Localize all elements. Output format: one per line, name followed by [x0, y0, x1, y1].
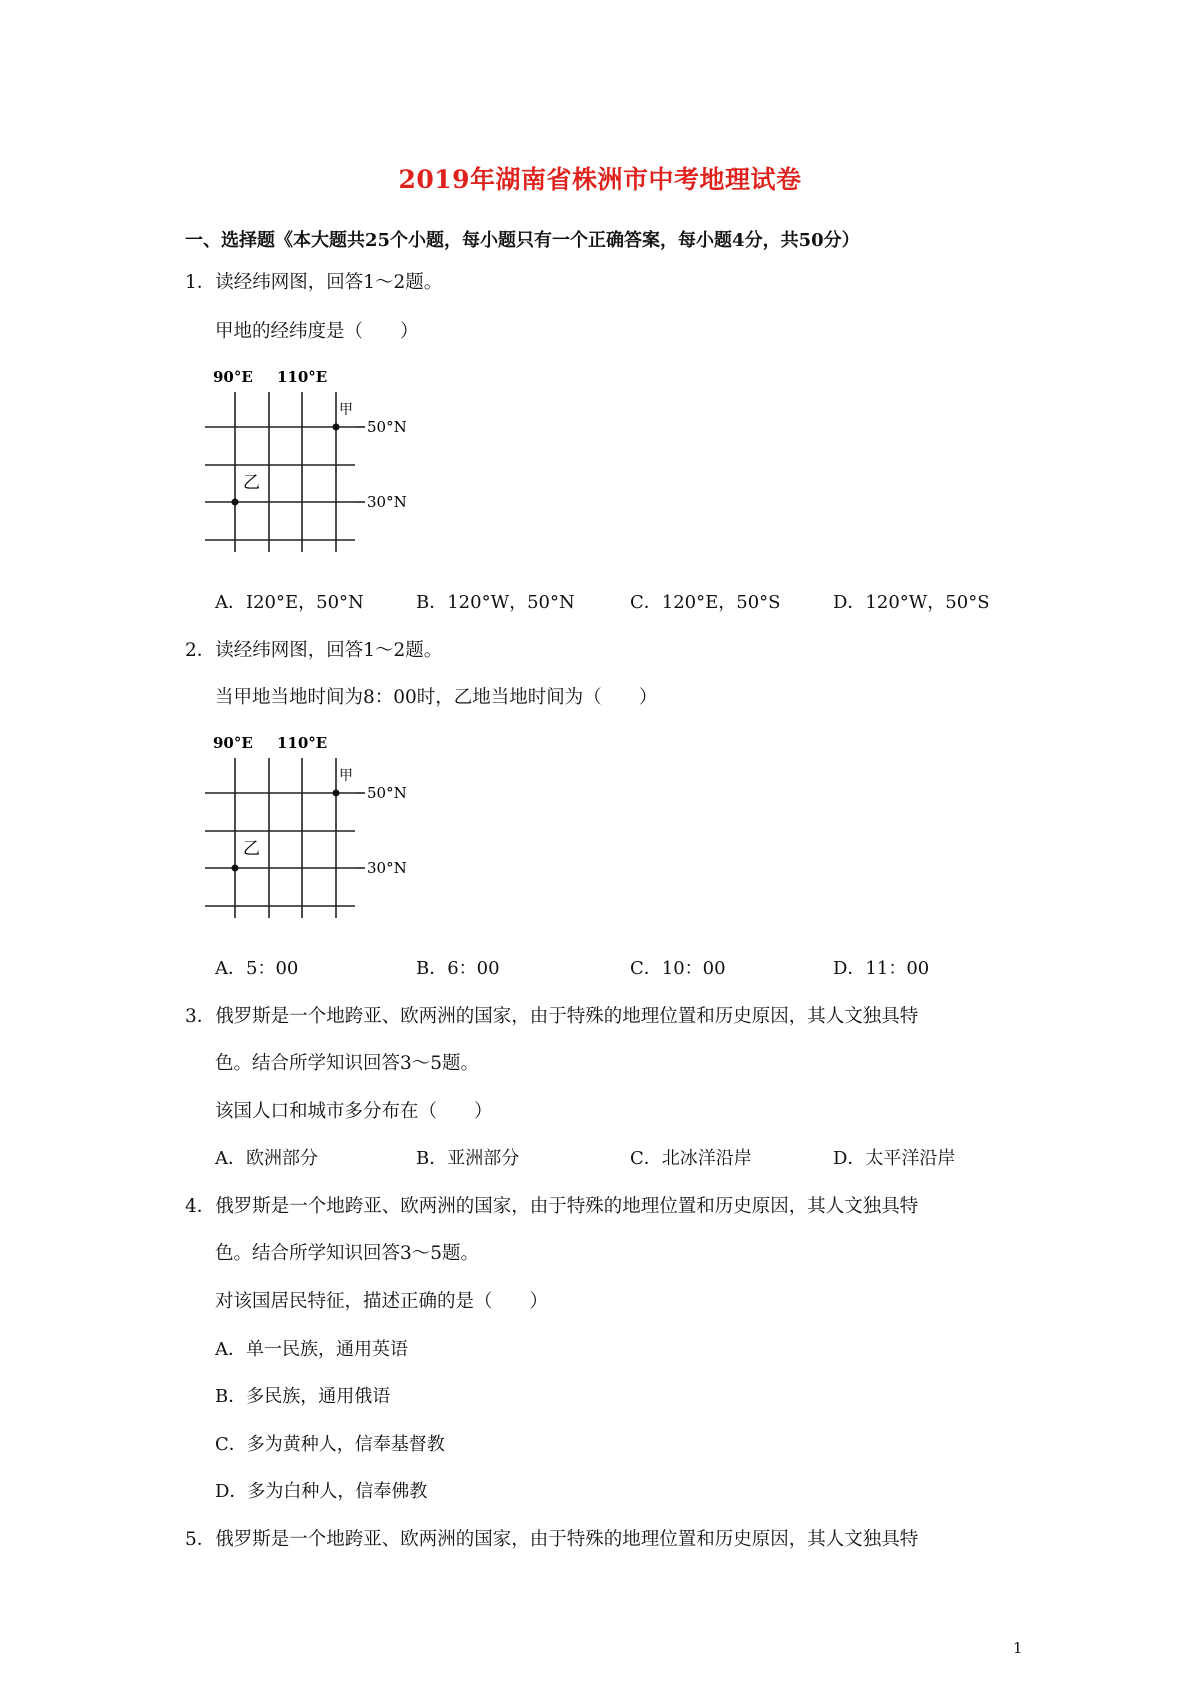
- label-yi: 乙: [243, 839, 260, 859]
- label-yi: 乙: [243, 473, 260, 493]
- q3-option-a: A．欧洲部分: [215, 1148, 318, 1169]
- lat-long-grid-figure-1: [205, 362, 425, 561]
- question-4-prompt: 对该国居民特征，描述正确的是（ ）: [215, 1291, 549, 1312]
- question-2-prompt: 当甲地当地时间为8：00时，乙地当地时间为（ ）: [215, 687, 658, 708]
- question-1-prompt: 甲地的经纬度是（ ）: [215, 321, 419, 342]
- q1-option-d: D．120°W，50°S: [833, 592, 990, 613]
- label-lon-110e: 110°E: [277, 368, 328, 386]
- label-lon-90e: 90°E: [213, 368, 253, 386]
- label-lat-30n: 30°N: [367, 859, 407, 877]
- question-4-stem-line1: 4．俄罗斯是一个地跨亚、欧两洲的国家，由于特殊的地理位置和历史原因，其人文独具特: [185, 1196, 919, 1217]
- label-jia: 甲: [339, 768, 353, 784]
- lat-long-grid-1: [205, 362, 425, 557]
- q3-option-c: C．北冰洋沿岸: [630, 1148, 752, 1169]
- label-jia: 甲: [339, 402, 353, 418]
- point-yi: [232, 499, 239, 506]
- q1-option-c: C．120°E，50°S: [630, 592, 781, 613]
- question-3-prompt: 该国人口和城市多分布在（ ）: [215, 1101, 493, 1122]
- point-jia: [333, 790, 340, 797]
- label-lat-30n: 30°N: [367, 493, 407, 511]
- lat-long-grid-figure-2: [205, 728, 425, 927]
- question-3-stem-line1: 3．俄罗斯是一个地跨亚、欧两洲的国家，由于特殊的地理位置和历史原因，其人文独具特: [185, 1006, 919, 1027]
- question-2-stem: 2．读经纬网图，回答1～2题。: [185, 640, 443, 661]
- q1-option-b: B．120°W，50°N: [416, 592, 575, 613]
- q4-option-d: D．多为白种人，信奉佛教: [215, 1481, 428, 1502]
- section-heading: 一、选择题《本大题共25个小题，每小题只有一个正确答案，每小题4分，共50分）: [185, 230, 860, 251]
- q1-option-a: A．I20°E，50°N: [215, 592, 364, 613]
- q2-option-a: A．5：00: [215, 958, 299, 979]
- label-lon-110e: 110°E: [277, 734, 328, 752]
- q3-option-d: D．太平洋沿岸: [833, 1148, 956, 1169]
- q4-option-c: C．多为黄种人，信奉基督教: [215, 1434, 445, 1455]
- q2-option-b: B．6：00: [416, 958, 500, 979]
- label-lon-90e: 90°E: [213, 734, 253, 752]
- q2-option-d: D．11：00: [833, 958, 930, 979]
- point-yi: [232, 865, 239, 872]
- label-lat-50n: 50°N: [367, 784, 407, 802]
- q2-option-c: C．10：00: [630, 958, 726, 979]
- question-5-stem-line1: 5．俄罗斯是一个地跨亚、欧两洲的国家，由于特殊的地理位置和历史原因，其人文独具特: [185, 1529, 919, 1550]
- point-jia: [333, 424, 340, 431]
- page-number: 1: [1013, 1639, 1023, 1657]
- label-lat-50n: 50°N: [367, 418, 407, 436]
- exam-title: 2019年湖南省株洲市中考地理试卷: [398, 165, 802, 194]
- q3-option-b: B．亚洲部分: [416, 1148, 520, 1169]
- lat-long-grid-2: [205, 728, 425, 923]
- q4-option-a: A．单一民族，通用英语: [215, 1339, 408, 1360]
- q4-option-b: B．多民族，通用俄语: [215, 1386, 391, 1407]
- question-3-stem-line2: 色。结合所学知识回答3～5题。: [215, 1053, 480, 1074]
- question-4-stem-line2: 色。结合所学知识回答3～5题。: [215, 1243, 480, 1264]
- question-1-stem: 1．读经纬网图，回答1～2题。: [185, 272, 443, 293]
